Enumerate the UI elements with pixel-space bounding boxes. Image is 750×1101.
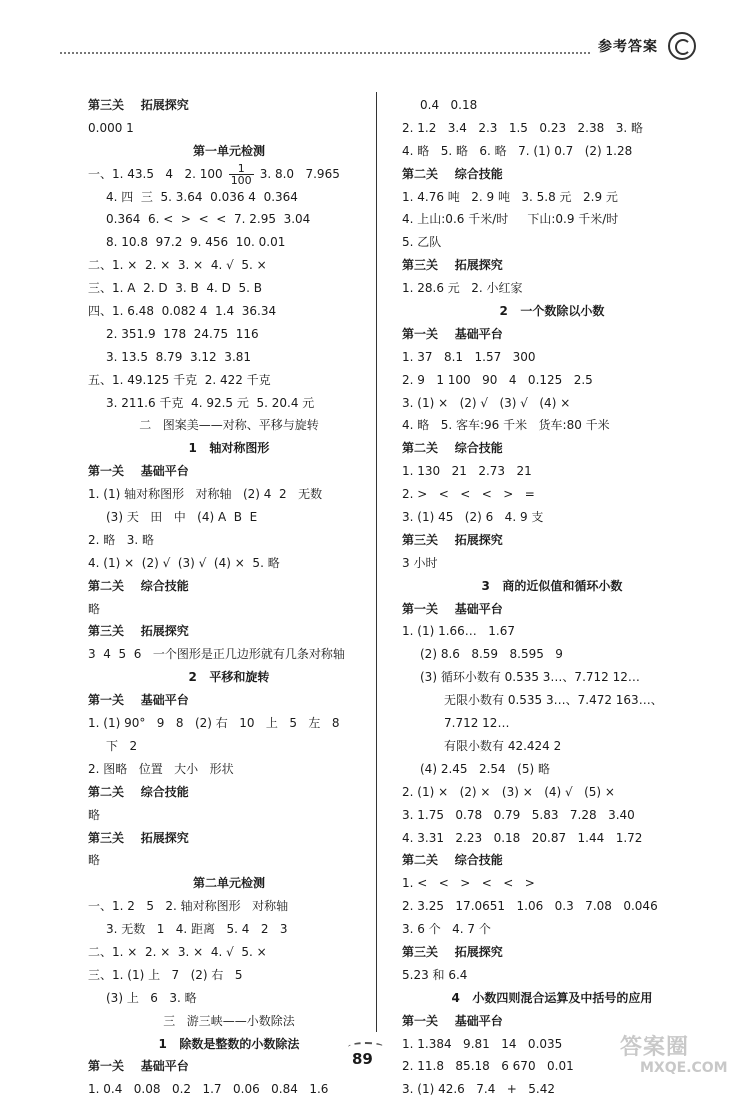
answer-line: (3) 循环小数有 0.535 3…、7.712 12… [420, 670, 640, 685]
answer-line: 3. (1) 42.6 7.4 + 5.42 [402, 1082, 555, 1097]
answer-line: 4. 3.31 2.23 0.18 20.87 1.44 1.72 [402, 830, 643, 845]
section-heading: 4 小数四则混合运算及中括号的应用 [451, 990, 653, 1005]
section-heading: 二 图案美——对称、平移与旋转 [139, 418, 319, 433]
answer-line: 1. 37 8.1 1.57 300 [402, 349, 536, 364]
section-heading: 第一关 基础平台 [402, 326, 503, 341]
page-number: 89 [352, 1050, 373, 1068]
answer-line: 有限小数有 42.424 2 [444, 738, 562, 753]
header-title: 参考答案 [598, 39, 658, 55]
section-heading: 第三关 拓展探究 [402, 532, 503, 547]
answer-line: 7.712 12… [444, 716, 510, 731]
section-heading: 1 除数是整数的小数除法 [158, 1036, 300, 1051]
answer-line: 1. 1.384 9.81 14 0.035 [402, 1036, 563, 1051]
right-column [402, 94, 702, 1101]
answer-line: 0.4 0.18 [420, 98, 478, 112]
answer-line: 4. 略 5. 客车:96 千米 货车:80 千米 [402, 418, 610, 433]
section-heading: 第三关 拓展探究 [88, 98, 189, 112]
answer-line: 三、1. A 2. D 3. B 4. D 5. B [88, 281, 262, 296]
answer-line: 四、1. 6.48 0.082 4 1.4 36.34 [88, 304, 277, 319]
section-heading: 第三关 拓展探究 [88, 624, 189, 639]
section-heading: 第一关 基础平台 [402, 601, 503, 616]
answer-line: 2. 11.8 85.18 6 670 0.01 [402, 1059, 574, 1074]
answer-line: 3. 无数 1 4. 距离 5. 4 2 3 [106, 922, 288, 937]
answer-line: 略 [88, 853, 101, 868]
answer-line: 3. 6 个 4. 7 个 [402, 922, 491, 937]
answer-line: (3) 上 6 3. 略 [106, 990, 197, 1005]
section-heading: 第二关 综合技能 [88, 784, 189, 799]
answer-line: 1. (1) 90° 9 8 (2) 右 10 上 5 左 8 [88, 716, 340, 731]
answer-line: 3 4 5 6 一个图形是正几边形就有几条对称轴 [88, 647, 345, 662]
section-heading: 第一关 基础平台 [88, 1059, 189, 1074]
answer-line: (2) 8.6 8.59 8.595 9 [420, 647, 563, 662]
column-divider [376, 92, 377, 1032]
section-heading: 第二单元检测 [192, 876, 265, 891]
answer-line: 1. 0.4 0.08 0.2 1.7 0.06 0.84 1.6 [88, 1082, 329, 1097]
answer-line: 2. 9 1 100 90 4 0.125 2.5 [402, 372, 593, 387]
answer-line: 1. 28.6 元 2. 小红家 [402, 281, 523, 296]
answer-line: 5. 乙队 [402, 235, 442, 250]
section-heading: 第二关 综合技能 [402, 166, 503, 181]
section-heading: 第三关 拓展探究 [88, 830, 189, 845]
swirl-icon [668, 32, 696, 60]
answer-line: 2. 351.9 178 24.75 116 [106, 326, 259, 341]
answer-line: 2. 图略 位置 大小 形状 [88, 761, 234, 776]
section-heading: 第一单元检测 [192, 143, 265, 158]
answer-line: 8. 10.8 97.2 9. 456 10. 0.01 [106, 235, 286, 250]
section-heading: 第一关 基础平台 [88, 693, 189, 708]
section-heading: 2 一个数除以小数 [499, 304, 605, 319]
answer-line: 略 [88, 601, 101, 616]
answer-line: 下 2 [106, 738, 138, 753]
answer-line: 1. 4.76 吨 2. 9 吨 3. 5.8 元 2.9 元 [402, 189, 618, 204]
answer-line: 4. 略 5. 略 6. 略 7. (1) 0.7 (2) 1.28 [402, 143, 633, 158]
answer-line: 三、1. (1) 上 7 (2) 右 5 [88, 967, 243, 982]
answer-line: 五、1. 49.125 千克 2. 422 千克 [88, 372, 271, 387]
section-heading: 2 平移和旋转 [188, 670, 270, 685]
section-heading: 第二关 综合技能 [402, 853, 503, 868]
answer-line: (3) 天 田 中 (4) A B E [106, 510, 258, 525]
answer-line-with-fraction [88, 163, 370, 186]
answer-text: 3. 8.0 7.965 [259, 166, 340, 181]
answer-line: 2. 略 3. 略 [88, 532, 154, 547]
answer-line: 1. < < > < < > [402, 876, 535, 891]
answer-line: 2. 1.2 3.4 2.3 1.5 0.23 2.38 3. 略 [402, 120, 643, 135]
answer-line: 2. (1) × (2) × (3) × (4) √ (5) × [402, 784, 615, 799]
answer-line: 0.000 1 [88, 120, 134, 135]
fraction [229, 163, 254, 186]
section-heading: 第二关 综合技能 [402, 441, 503, 456]
answer-text: 一、1. 43.5 4 2. 100 [88, 166, 223, 181]
answer-line: 3. (1) 45 (2) 6 4. 9 支 [402, 510, 544, 525]
answer-line: 二、1. × 2. × 3. × 4. √ 5. × [88, 258, 267, 273]
answer-line: 0.364 6. < > < < 7. 2.95 3.04 [106, 212, 311, 227]
answer-line: 3 小时 [402, 555, 438, 570]
answer-line: 4. 四 三 5. 3.64 0.036 4 0.364 [106, 189, 298, 204]
fraction-denominator: 100 [230, 173, 252, 187]
watermark-logo: 答案圈 [620, 1035, 690, 1060]
section-heading: 第三关 拓展探究 [402, 944, 503, 959]
answer-line: 无限小数有 0.535 3…、7.472 163…、 [444, 693, 663, 708]
section-heading: 三 游三峡——小数除法 [163, 1013, 295, 1028]
left-column [88, 94, 370, 1101]
answer-line: 3. 13.5 8.79 3.12 3.81 [106, 349, 252, 364]
section-heading: 第二关 综合技能 [88, 578, 189, 593]
section-heading: 第一关 基础平台 [402, 1013, 503, 1028]
answer-line: 二、1. × 2. × 3. × 4. √ 5. × [88, 944, 267, 959]
answer-line: 2. 3.25 17.0651 1.06 0.3 7.08 0.046 [402, 899, 658, 914]
answer-line: 5.23 和 6.4 [402, 967, 468, 982]
answer-line: 1. (1) 轴对称图形 对称轴 (2) 4 2 无数 [88, 487, 323, 502]
answer-line: 3. 211.6 千克 4. 92.5 元 5. 20.4 元 [106, 395, 315, 410]
section-heading: 1 轴对称图形 [188, 441, 270, 456]
answer-line: 4. 上山:0.6 千米/时 下山:0.9 千米/时 [402, 212, 619, 227]
section-heading: 第一关 基础平台 [88, 464, 189, 479]
answer-line: 4. (1) × (2) √ (3) √ (4) × 5. 略 [88, 555, 280, 570]
watermark-url: MXQE.COM [640, 1060, 728, 1076]
header-dotted-line [60, 52, 590, 54]
answer-line: 1. 130 21 2.73 21 [402, 464, 532, 479]
section-heading: 3 商的近似值和循环小数 [481, 578, 623, 593]
fraction-numerator: 1 [229, 163, 254, 175]
answer-line: 3. (1) × (2) √ (3) √ (4) × [402, 395, 571, 410]
answer-line: 3. 1.75 0.78 0.79 5.83 7.28 3.40 [402, 807, 635, 822]
answer-line: 2. > < < < > = [402, 487, 535, 502]
answer-line: 一、1. 2 5 2. 轴对称图形 对称轴 [88, 899, 289, 914]
answer-line: 1. (1) 1.66… 1.67 [402, 624, 515, 639]
answer-line: 略 [88, 807, 101, 822]
answer-line: (4) 2.45 2.54 (5) 略 [420, 761, 550, 776]
section-heading: 第三关 拓展探究 [402, 258, 503, 273]
